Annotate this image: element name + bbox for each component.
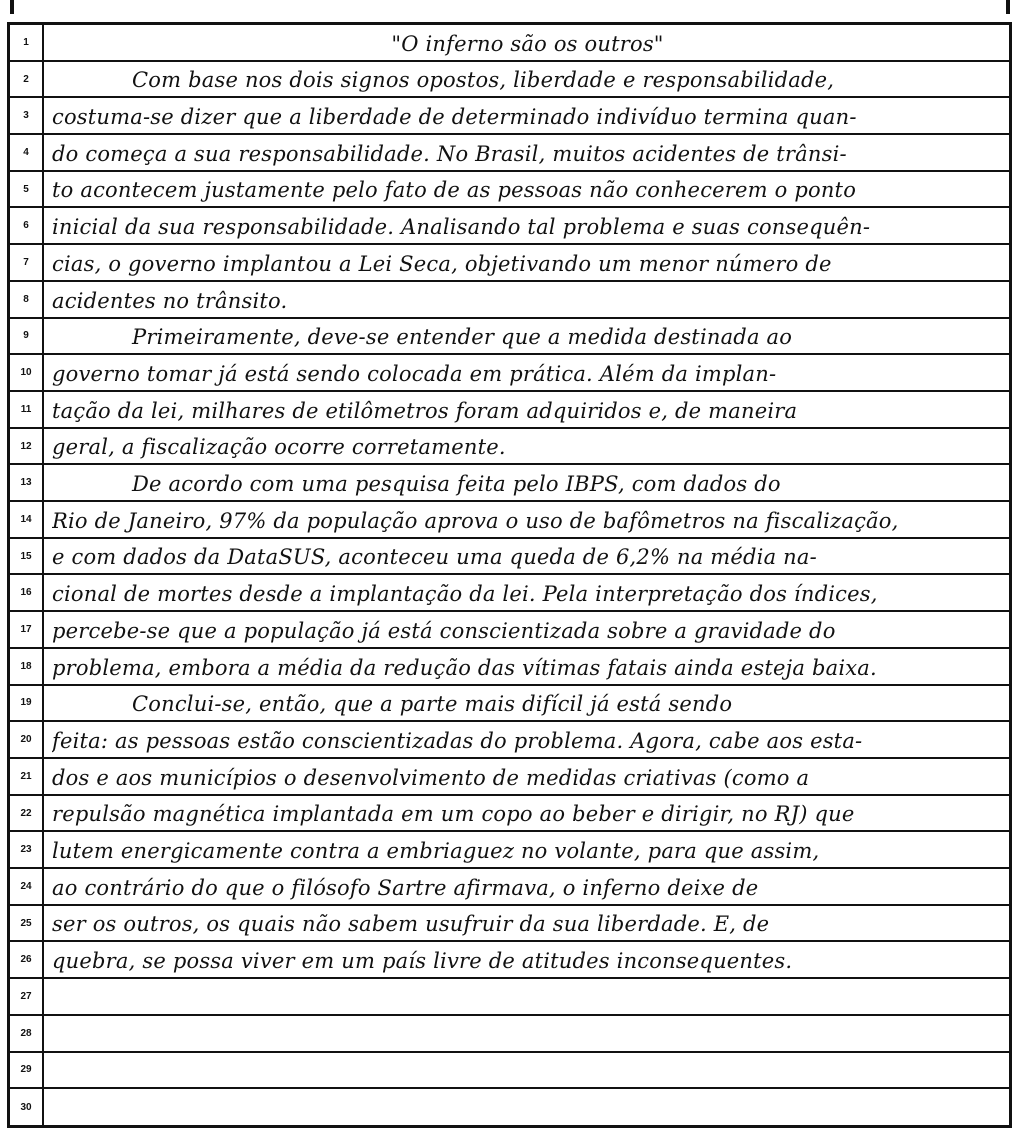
handwritten-text: quebra, se possa viver em um país livre de atitudes inconsequentes. xyxy=(52,949,793,974)
sheet-line xyxy=(10,612,1009,649)
handwritten-text: costuma-se dizer que a liberdade de determinado indivíduo termina quan- xyxy=(52,105,857,130)
handwritten-text: to acontecem justamente pelo fato de as pessoas não conhecerem o ponto xyxy=(52,178,857,203)
sheet-line xyxy=(10,465,1009,502)
line-number: 12 xyxy=(20,440,32,452)
handwritten-text: percebe-se que a população já está conscientizada sobre a gravidade do xyxy=(52,618,836,643)
sheet-line xyxy=(10,649,1009,686)
handwritten-text: acidentes no trânsito. xyxy=(52,288,288,313)
line-number: 30 xyxy=(20,1102,32,1114)
handwritten-text: Primeiramente, deve-se entender que a medida destinada ao xyxy=(132,325,793,350)
corner-mark-left xyxy=(10,0,14,14)
handwritten-text: tação da lei, milhares de etilômetros foram adquiridos e, de maneira xyxy=(52,398,798,423)
handwritten-text: ser os outros, os quais não sabem usufruir da sua liberdade. E, de xyxy=(52,912,770,937)
line-number: 2 xyxy=(23,73,29,85)
sheet-line xyxy=(10,722,1009,759)
line-number: 15 xyxy=(20,550,32,562)
top-edge xyxy=(0,0,1024,22)
handwritten-text: governo tomar já está sendo colocada em prática. Além da implan- xyxy=(52,361,777,386)
sheet-line xyxy=(10,319,1009,356)
sheet-line xyxy=(10,172,1009,209)
sheet-line xyxy=(10,796,1009,833)
sheet-line xyxy=(10,979,1009,1016)
sheet-line xyxy=(10,686,1009,723)
handwritten-text: problema, embora a média da redução das vítimas fatais ainda esteja baixa. xyxy=(52,655,877,680)
handwritten-text: repulsão magnética implantada em um copo ao beber e dirigir, no RJ) que xyxy=(52,802,855,827)
handwritten-text: geral, a fiscalização ocorre corretamente. xyxy=(52,435,506,460)
line-number: 14 xyxy=(20,513,32,525)
sheet-line xyxy=(10,539,1009,576)
sheet-line xyxy=(10,576,1009,613)
line-number: 20 xyxy=(20,734,32,746)
line-number: 19 xyxy=(20,697,32,709)
line-number: 21 xyxy=(20,770,32,782)
line-number: 13 xyxy=(20,477,32,489)
handwritten-text: De acordo com uma pesquisa feita pelo IBPS, com dados do xyxy=(132,472,781,497)
sheet-line xyxy=(10,502,1009,539)
sheet-line xyxy=(10,135,1009,172)
handwritten-text: do começa a sua responsabilidade. No Brasil, muitos acidentes de trânsi- xyxy=(52,141,847,166)
sheet-line xyxy=(10,209,1009,246)
line-number: 3 xyxy=(23,110,29,122)
line-number: 27 xyxy=(20,991,32,1003)
handwritten-text: ao contrário do que o filósofo Sartre afirmava, o inferno deixe de xyxy=(52,875,759,900)
handwritten-text: e com dados da DataSUS, aconteceu uma queda de 6,2% na média na- xyxy=(52,545,817,570)
sheet-line xyxy=(10,392,1009,429)
handwritten-text: lutem energicamente contra a embriaguez no volante, para que assim, xyxy=(52,839,820,864)
handwritten-text: "O inferno são os outros" xyxy=(391,31,664,56)
line-number: 28 xyxy=(20,1027,32,1039)
line-number: 18 xyxy=(20,660,32,672)
handwritten-text: dos e aos municípios o desenvolvimento de medidas criativas (como a xyxy=(52,765,810,790)
line-number: 11 xyxy=(20,403,32,415)
handwritten-text: Conclui-se, então, que a parte mais difícil já está sendo xyxy=(132,692,733,717)
handwritten-text: Com base nos dois signos opostos, liberdade e responsabilidade, xyxy=(132,68,835,93)
line-number: 9 xyxy=(23,330,29,342)
handwritten-text: cias, o governo implantou a Lei Seca, objetivando um menor número de xyxy=(52,251,832,276)
line-number: 10 xyxy=(20,367,32,379)
corner-mark-right xyxy=(1006,0,1010,14)
answer-sheet xyxy=(7,22,1012,1128)
line-number: 29 xyxy=(20,1064,32,1076)
line-number: 23 xyxy=(20,844,32,856)
handwritten-text: feita: as pessoas estão conscientizadas do problema. Agora, cabe aos esta- xyxy=(52,728,863,753)
sheet-line xyxy=(10,906,1009,943)
line-number: 8 xyxy=(23,293,29,305)
line-number: 24 xyxy=(20,880,32,892)
sheet-line xyxy=(10,25,1009,62)
line-number: 4 xyxy=(23,146,29,158)
sheet-line xyxy=(10,62,1009,99)
sheet-line xyxy=(10,1016,1009,1053)
line-number: 16 xyxy=(20,587,32,599)
sheet-line xyxy=(10,869,1009,906)
sheet-line xyxy=(10,282,1009,319)
sheet-line xyxy=(10,832,1009,869)
handwritten-text: Rio de Janeiro, 97% da população aprova o uso de bafômetros na fiscalização, xyxy=(52,508,899,533)
sheet-line xyxy=(10,245,1009,282)
line-number: 7 xyxy=(23,257,29,269)
sheet-line xyxy=(10,429,1009,466)
handwritten-text: cional de mortes desde a implantação da lei. Pela interpretação dos índices, xyxy=(52,582,878,607)
line-number: 17 xyxy=(20,624,32,636)
line-number: 25 xyxy=(20,917,32,929)
sheet-line xyxy=(10,1089,1009,1126)
sheet-line xyxy=(10,759,1009,796)
line-number: 6 xyxy=(23,220,29,232)
sheet-line xyxy=(10,98,1009,135)
line-number: 22 xyxy=(20,807,32,819)
sheet-line xyxy=(10,943,1009,980)
handwritten-text: inicial da sua responsabilidade. Analisando tal problema e suas consequên- xyxy=(52,215,871,240)
sheet-line xyxy=(10,1053,1009,1090)
sheet-line xyxy=(10,355,1009,392)
line-number: 5 xyxy=(23,183,29,195)
line-number: 1 xyxy=(23,36,29,48)
line-number: 26 xyxy=(20,954,32,966)
